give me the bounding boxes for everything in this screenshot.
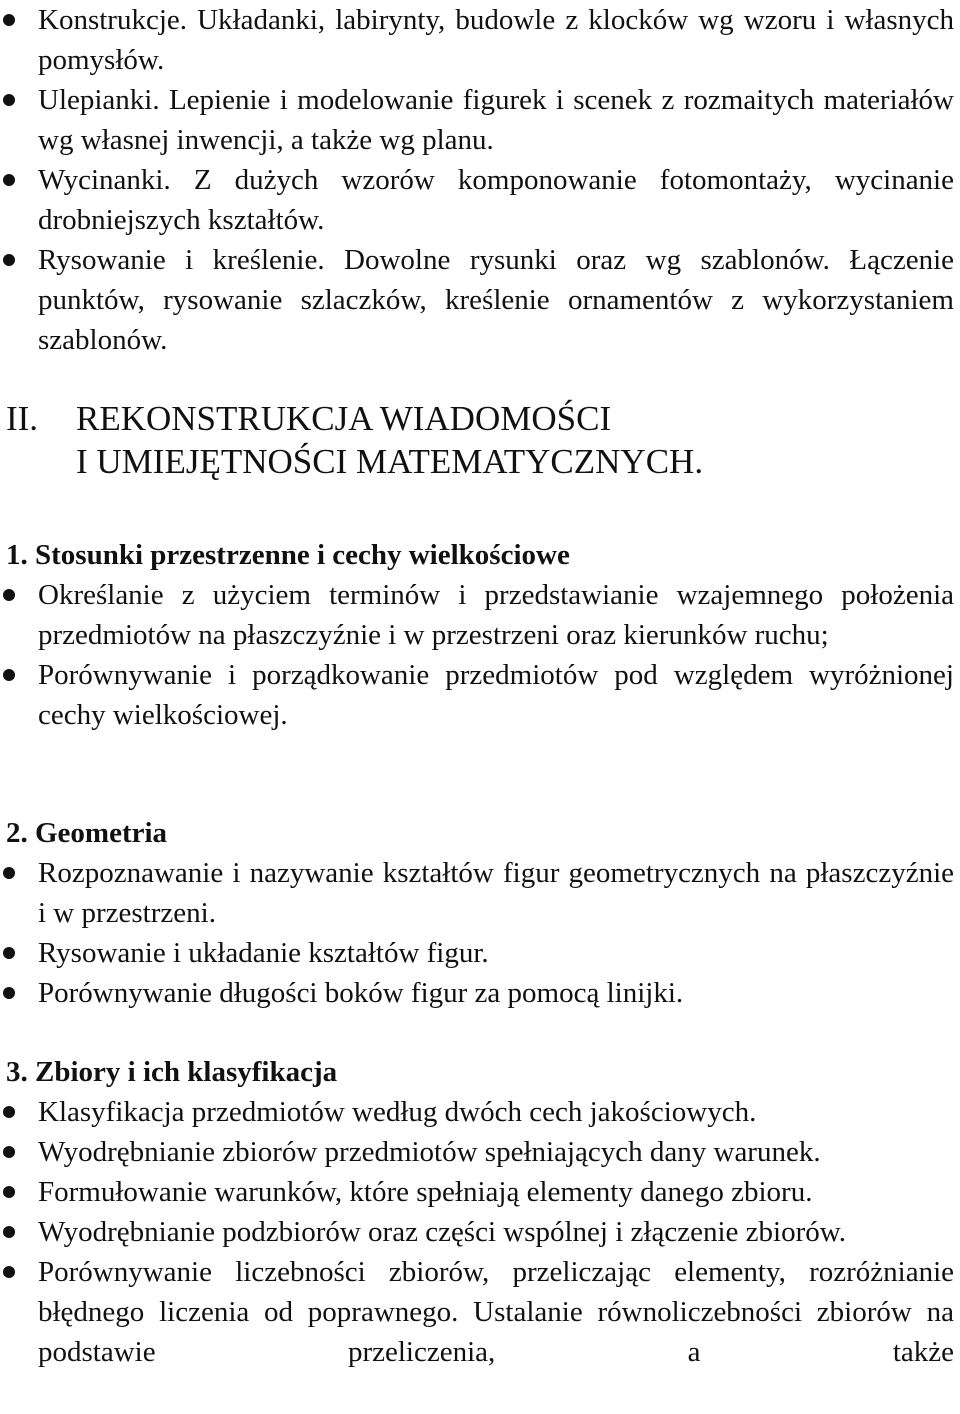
list-item-text: Rozpoznawanie i nazywanie kształtów figur geometrycznych na płaszczyźnie i w przestrzeni. bbox=[38, 857, 954, 929]
bullet-icon bbox=[3, 947, 15, 959]
bullet-icon bbox=[3, 669, 15, 681]
list-item bbox=[0, 933, 960, 973]
list-item-text: Porównywanie długości boków figur za pomocą linijki. bbox=[38, 977, 684, 1009]
subsection-geometry bbox=[0, 813, 960, 1013]
bullet-icon bbox=[3, 589, 15, 601]
list-item-text: Klasyfikacja przedmiotów według dwóch cech jakościowych. bbox=[38, 1096, 757, 1128]
bullet-icon bbox=[3, 867, 15, 879]
bullet-icon bbox=[3, 1226, 15, 1238]
list-item bbox=[0, 655, 960, 735]
list-item bbox=[0, 1212, 960, 1252]
bullet-icon bbox=[3, 1266, 15, 1278]
list-item-text: Rysowanie i układanie kształtów figur. bbox=[38, 937, 489, 969]
bullet-icon bbox=[3, 254, 15, 266]
subsection-heading: 1. Stosunki przestrzenne i cechy wielkościowe bbox=[6, 539, 570, 571]
subsection-heading: 2. Geometria bbox=[6, 817, 168, 849]
list-item-text: Konstrukcje. Układanki, labirynty, budowle z klocków wg wzoru i własnych pomysłów. bbox=[38, 4, 954, 76]
section-title-line: REKONSTRUKCJA WIADOMOŚCI bbox=[76, 399, 612, 438]
bullet-icon bbox=[3, 174, 15, 186]
list-item bbox=[0, 1172, 960, 1212]
bullet-icon bbox=[3, 987, 15, 999]
bullet-icon bbox=[3, 1106, 15, 1118]
list-item bbox=[0, 973, 960, 1013]
list-item-text: Ulepianki. Lepienie i modelowanie figurek i scenek z rozmaitych materiałów wg własnej inwencji, a także wg planu. bbox=[38, 84, 954, 156]
list-item-text: Wyodrębnianie zbiorów przedmiotów spełniających dany warunek. bbox=[38, 1136, 821, 1168]
section-title-line: I UMIEJĘTNOŚCI MATEMATYCZNYCH. bbox=[76, 442, 704, 481]
list-item bbox=[0, 575, 960, 655]
list-item bbox=[0, 80, 960, 160]
list-item-text: Rysowanie i kreślenie. Dowolne rysunki oraz wg szablonów. Łączenie punktów, rysowanie szlaczków, kreślenie ornamentów z wykorzystaniem szablonów. bbox=[38, 244, 954, 356]
list-item bbox=[0, 240, 960, 360]
list-item bbox=[0, 160, 960, 240]
list-item-text: Porównywanie liczebności zbiorów, przeliczając elementy, rozróżnianie błędnego liczenia od poprawnego. Ustalanie równoliczebności zbiorów na podstawie przeliczenia, a także bbox=[38, 1256, 954, 1368]
list-item bbox=[0, 1252, 960, 1372]
bullet-icon bbox=[3, 1186, 15, 1198]
list-item-text: Wycinanki. Z dużych wzorów komponowanie fotomontaży, wycinanie drobniejszych kształtów. bbox=[38, 164, 954, 236]
section-title bbox=[76, 397, 703, 483]
bullet-icon bbox=[3, 1146, 15, 1158]
list-item bbox=[0, 853, 960, 933]
list-item bbox=[0, 0, 960, 80]
subsection-heading: 3. Zbiory i ich klasyfikacja bbox=[6, 1056, 338, 1088]
list-item-text: Wyodrębnianie podzbiorów oraz części wspólnej i złączenie zbiorów. bbox=[38, 1216, 847, 1248]
activity-list bbox=[0, 0, 960, 360]
bullet-icon bbox=[3, 94, 15, 106]
section-heading bbox=[0, 397, 960, 483]
bullet-icon bbox=[3, 14, 15, 26]
section-number: II. bbox=[6, 399, 39, 438]
list-item-text: Porównywanie i porządkowanie przedmiotów pod względem wyróżnionej cechy wielkościowej. bbox=[38, 659, 954, 731]
list-item-text: Określanie z użyciem terminów i przedstawianie wzajemnego położenia przedmiotów na płaszczyźnie i w przestrzeni oraz kierunków ruchu; bbox=[38, 579, 954, 651]
list-item-text: Formułowanie warunków, które spełniają elementy danego zbioru. bbox=[38, 1176, 813, 1208]
subsection-spatial bbox=[0, 535, 960, 735]
list-item bbox=[0, 1092, 960, 1132]
subsection-sets bbox=[0, 1052, 960, 1372]
list-item bbox=[0, 1132, 960, 1172]
